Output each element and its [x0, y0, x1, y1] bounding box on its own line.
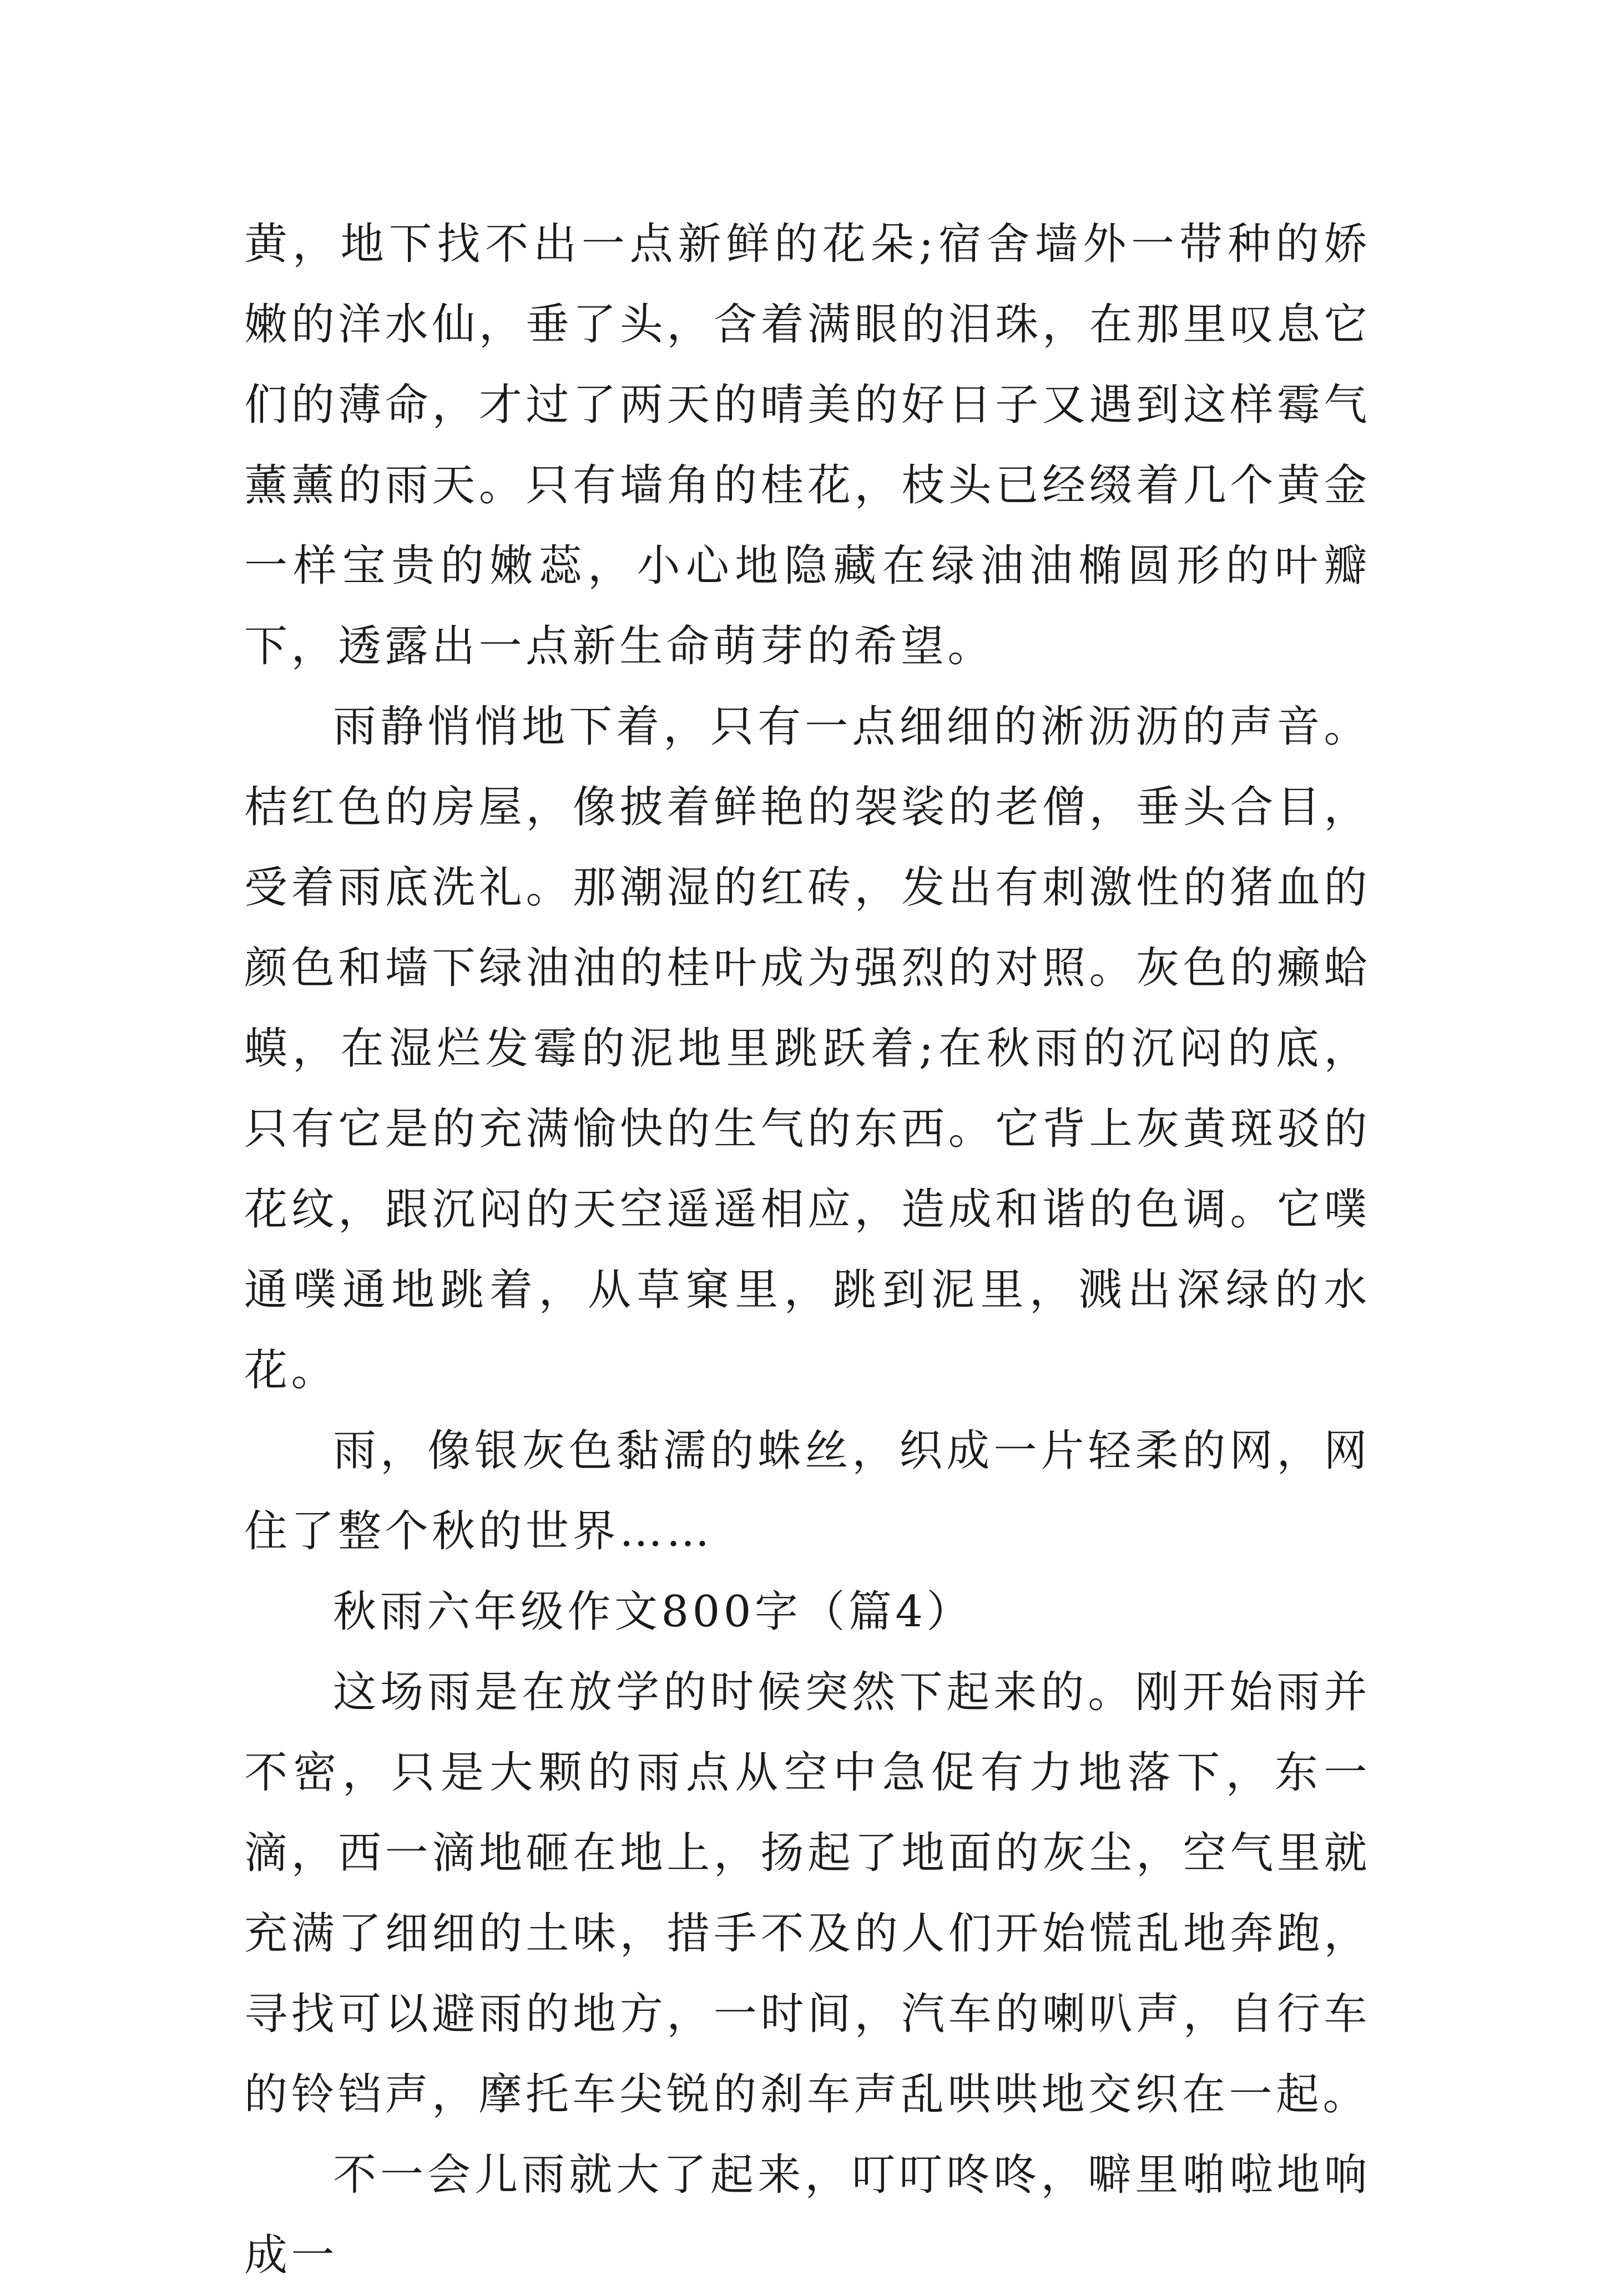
paragraph-3: 雨，像银灰色黏濡的蛛丝，织成一片轻柔的网，网住了整个秋的世界……	[244, 1426, 1371, 1556]
paragraph-2: 雨静悄悄地下着，只有一点细细的淅沥沥的声音。桔红色的房屋，像披着鲜艳的袈裟的老僧，垂头合目，受着雨底洗礼。那潮湿的红砖，发出有刺激性的猪血的颜色和墙下绿油油的桂叶成为强烈的对照。灰色的癞蛤蟆，在湿烂发霉的泥地里跳跃着;在秋雨的沉闷的底，只有它是的充满愉快的生气的东西。它背上灰黄斑驳的花纹，跟沉闷的天空遥遥相应，造成和谐的色调。它噗通噗通地跳着，从草窠里，跳到泥里，溅出深绿的水花。	[244, 702, 1371, 1395]
document-body	[244, 204, 1371, 2296]
paragraph-5: 不一会儿雨就大了起来，叮叮咚咚，噼里啪啦地响成一	[244, 2150, 1371, 2280]
paragraph-1: 黄，地下找不出一点新鲜的花朵;宿舍墙外一带种的娇嫩的洋水仙，垂了头，含着满眼的泪珠，在那里叹息它们的薄命，才过了两天的晴美的好日子又遇到这样霉气薰薰的雨天。只有墙角的桂花，枝头已经缀着几个黄金一样宝贵的嫩蕊，小心地隐藏在绿油油椭圆形的叶瓣下，透露出一点新生命萌芽的希望。	[244, 219, 1371, 671]
paragraph-4: 这场雨是在放学的时候突然下起来的。刚开始雨并不密，只是大颗的雨点从空中急促有力地落下，东一滴，西一滴地砸在地上，扬起了地面的灰尘，空气里就充满了细细的土味，措手不及的人们开始慌乱地奔跑，寻找可以避雨的地方，一时间，汽车的喇叭声，自行车的铃铛声，摩托车尖锐的刹车声乱哄哄地交织在一起。	[244, 1667, 1371, 2120]
section-heading: 秋雨六年级作文800字（篇4）	[333, 1587, 974, 1637]
